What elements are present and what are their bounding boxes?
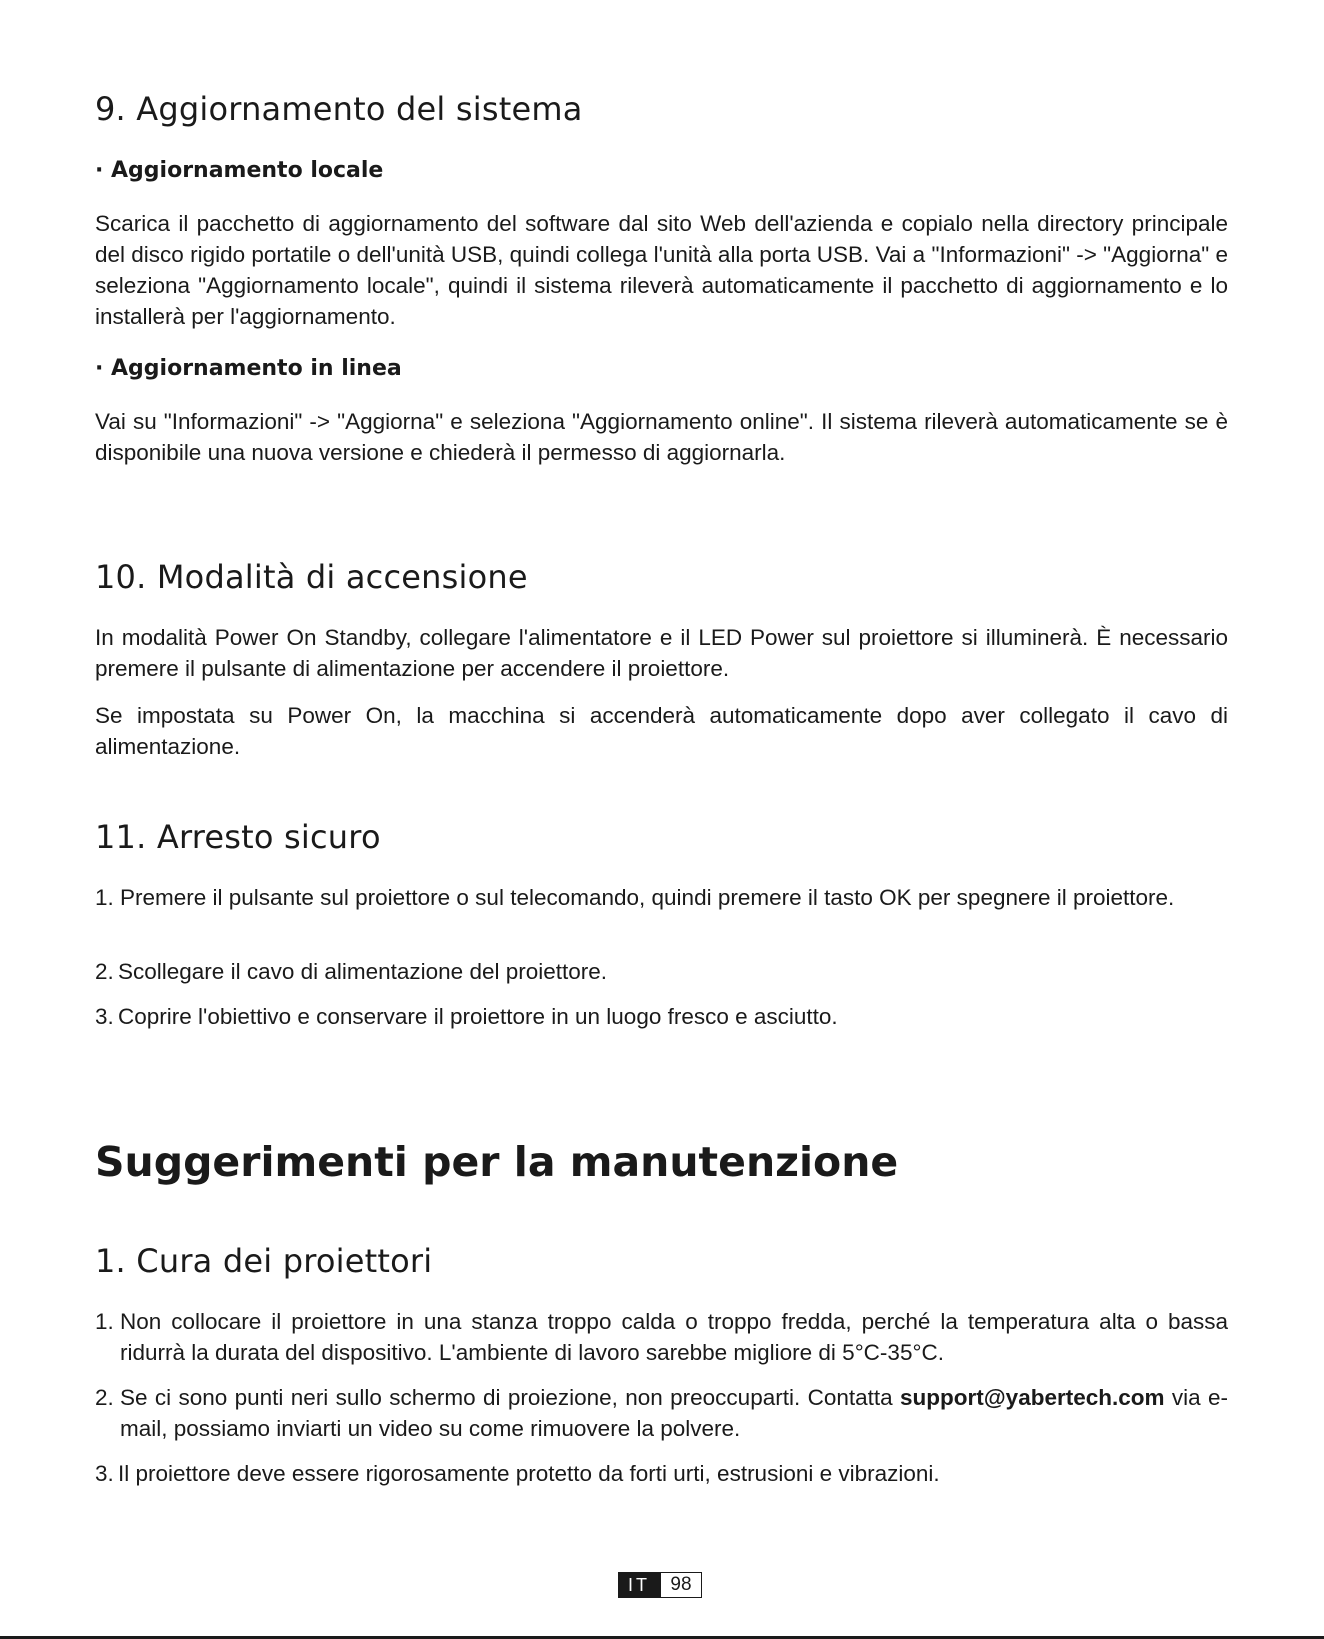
maintenance-title: Suggerimenti per la manutenzione [95,1138,899,1186]
projector-care-title: 1. Cura dei proiettori [95,1242,433,1280]
section-10-title: 10. Modalità di accensione [95,558,528,596]
support-email-link[interactable]: support@yabertech.com [900,1385,1165,1410]
local-update-heading: · Aggiornamento locale [95,158,384,183]
list-text-after: via e-mail, possiamo inviarti un video su come rimuovere la polvere. [120,1385,1228,1441]
list-text [95,1382,1228,1444]
list-text: Premere il pulsante sul proiettore o sul telecomando, quindi premere il tasto OK per spegnere il proiettore. [120,885,1175,910]
list-text: Scollegare il cavo di alimentazione del proiettore. [118,959,608,984]
list-number: 3. [95,1004,114,1029]
section-9-title: 9. Aggiornamento del sistema [95,90,583,128]
page-number: 98 [660,1572,702,1598]
list-number: 2. [95,959,114,984]
list-number: 3. [95,1461,114,1486]
list-text: Non collocare il proiettore in una stanza troppo calda o troppo fredda, perché la temperatura alta o bassa ridurrà la durata del dispositivo. L'ambiente di lavoro sarebbe migliore di 5°C-35°C. [120,1309,1228,1365]
list-text: Coprire l'obiettivo e conservare il proiettore in un luogo fresco e asciutto. [118,1004,838,1029]
list-item [95,958,1228,986]
list-text-before: Se ci sono punti neri sullo schermo di proiezione, non preoccuparti. Contatta [120,1385,900,1410]
list-item [95,1003,1228,1031]
page-footer [618,1572,702,1598]
language-badge: IT [618,1572,660,1598]
online-update-text: Vai su "Informazioni" -> "Aggiorna" e seleziona "Aggiornamento online". Il sistema rileverà automaticamente se è disponibile una nuova versione e chiederà il permesso di aggiornarla. [95,409,1228,465]
online-update-heading: · Aggiornamento in linea [95,356,402,381]
section-11-title: 11. Arresto sicuro [95,818,381,856]
local-update-text: Scarica il pacchetto di aggiornamento del software dal sito Web dell'azienda e copialo nella directory principale del disco rigido portatile o dell'unità USB, quindi collega l'unità alla porta USB. Vai a "Informazioni" -> "Aggiorna" e seleziona "Aggiornamento locale", quindi il sistema rileverà automaticamente il pacchetto di aggiornamento e lo installerà per l'aggiornamento. [95,211,1228,329]
list-item [95,1306,1228,1368]
list-number: 2. [95,1385,114,1410]
list-item [95,884,1228,912]
list-item [95,1460,1228,1488]
power-on-standby-text: In modalità Power On Standby, collegare l'alimentatore e il LED Power sul proiettore si illuminerà. È necessario premere il pulsante di alimentazione per accendere il proiettore. [95,625,1228,681]
list-item [95,1382,1228,1444]
list-number: 1. [95,885,114,910]
list-number: 1. [95,1309,114,1334]
list-text: Il proiettore deve essere rigorosamente protetto da forti urti, estrusioni e vibrazioni. [118,1461,940,1486]
power-on-text: Se impostata su Power On, la macchina si accenderà automaticamente dopo aver collegato il cavo di alimentazione. [95,703,1228,759]
